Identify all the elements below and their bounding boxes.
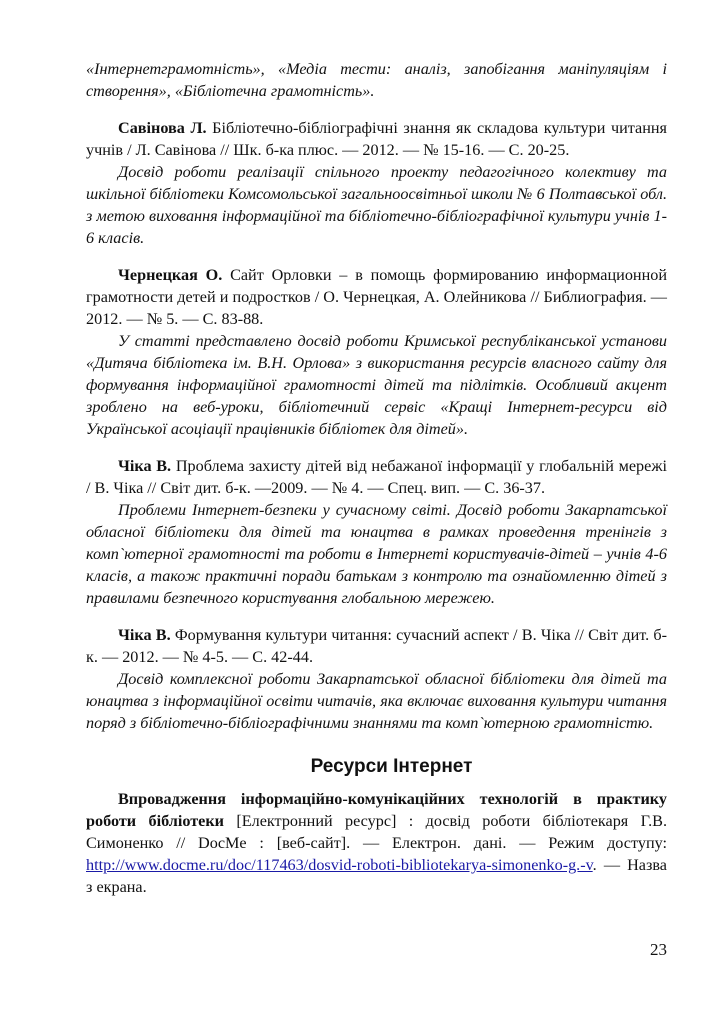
bibliography-entry: [86, 117, 667, 249]
bibliography-entry: [86, 264, 667, 440]
entry-citation: [86, 455, 667, 499]
spacer: [86, 102, 667, 117]
web-resource-link[interactable]: http://www.docme.ru/doc/117463/dosvid-roboti-bibliotekarya-simonenko-g.-v: [86, 856, 593, 874]
entry-citation-text: Сайт Орловки – в помощь формированию информационной грамотности детей и подростков / О. Чернецкая, А. Олейникова // Библиография. — 2012. — № 5. — С. 83-88.: [86, 266, 667, 328]
spacer: [86, 609, 667, 624]
web-resource-suffix: . — Назва з екрана.: [86, 856, 667, 896]
entry-author: Чернецкая О.: [118, 266, 223, 284]
web-resource-entry: [86, 788, 667, 898]
entry-citation-text: Проблема захисту дітей від небажаної інформації у глобальній мережі / В. Чіка // Світ дит. б-к. —2009. — № 4. — Спец. вип. — С. 36-37.: [86, 457, 667, 497]
page-number: 23: [650, 940, 667, 959]
entry-annotation: Проблеми Інтернет-безпеки у сучасному світі. Досвід роботи Закарпатської обласної бібліотеки для дітей та юнацтва в рамках проведення тренінгів з комп`ютерної грамотності та роботи в Інтернеті користувачів-дітей – учнів 4-6 класів, а також практичні поради батькам з контролю та ознайомленню дітей з правилами безпечного користування глобальною мережею.: [86, 501, 667, 607]
entry-citation: [86, 264, 667, 330]
bibliography-entry: [86, 624, 667, 734]
entry-author: Чіка В.: [118, 626, 171, 644]
entry-annotation: Досвід комплексної роботи Закарпатської обласної бібліотеки для дітей та юнацтва з інформаційної освіти читачів, яка включає виховання культури читання поряд з бібліотечно-бібліографічними знаннями та комп`ютерною грамотністю.: [86, 670, 667, 732]
spacer: [86, 249, 667, 264]
entry-citation-text: Бібліотечно-бібліографічні знання як складова культури читання учнів / Л. Савінова // Шк. б-ка плюс. — 2012. — № 15-16. — С. 20-25.: [86, 119, 667, 159]
entry-citation: [86, 624, 667, 668]
entry-author: Чіка В.: [118, 457, 172, 475]
entry-annotation: Досвід роботи реалізації спільного проекту педагогічного колективу та шкільної бібліотеки Комсомольської загальноосвітньої школи № 6 Полтавської обл. з метою виховання інформаційної та бібліотечно-бібліографічної культури учнів 1-6 класів.: [86, 163, 667, 247]
entry-author: Савінова Л.: [118, 119, 207, 137]
section-heading: Ресурси Інтернет: [310, 756, 473, 777]
web-resource-title: Впровадження інформаційно-комунікаційних технологій в практику роботи бібліотеки: [86, 790, 667, 830]
entry-citation-text: Формування культури читання: сучасний аспект / В. Чіка // Світ дит. б-к. — 2012. — № 4-5. — С. 42-44.: [86, 626, 667, 666]
intro-continuation: «Інтернетграмотність», «Медіа тести: аналіз, запобігання маніпуляціям і створення», «Бібліотечна грамотність».: [86, 60, 667, 100]
spacer: [86, 440, 667, 455]
web-resource-description: [Електронний ресурс] : досвід роботи бібліотекаря Г.В. Симоненко // DocMe : [веб-сайт]. — Електрон. дані. — Режим доступу:: [86, 812, 667, 852]
entry-annotation: У статті представлено досвід роботи Кримської республіканської установи «Дитяча бібліотека ім. В.Н. Орлова» з використання ресурсів власного сайту для формування інформаційної грамотності дітей та підлітків. Особливий акцент зроблено на веб-уроки, бібліотечний сервіс «Кращі Інтернет-ресурси від Української асоціації працівників бібліотек для дітей».: [86, 332, 667, 438]
web-resource-citation: [86, 788, 667, 898]
entry-citation: [86, 117, 667, 161]
bibliography-entry: [86, 455, 667, 609]
